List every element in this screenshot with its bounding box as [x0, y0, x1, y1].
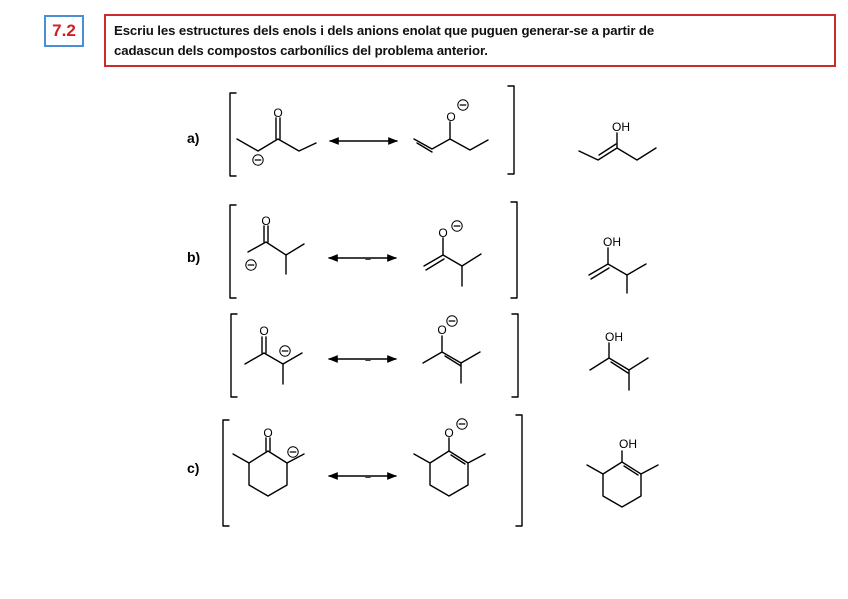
- enol-dimethylcyclohexenol: [587, 437, 658, 507]
- label-c: c): [187, 460, 200, 476]
- arrow-minus-mark: −: [364, 355, 372, 367]
- bracket-right: [508, 86, 514, 174]
- oxygen-atom: O: [261, 214, 271, 228]
- hydroxyl-group: OH: [603, 235, 621, 249]
- arrow-minus-mark: −: [364, 254, 372, 266]
- problem-text-line-1: Escriu les estructures dels enols i dels anions enolat que puguen generar-se a partir de: [114, 23, 655, 38]
- row-b-thermodynamic: [231, 314, 648, 397]
- row-b-kinetic: [187, 202, 646, 298]
- enol-pentenol: [579, 120, 656, 160]
- hydroxyl-group: OH: [619, 437, 637, 451]
- oxygen-atom: O: [437, 323, 447, 337]
- enolate-methylbutanone-terminal: [424, 221, 481, 286]
- bracket-right: [516, 415, 522, 526]
- oxygen-atom: O: [259, 324, 269, 338]
- negative-charge-icon: [280, 346, 290, 356]
- bracket-left: [223, 420, 229, 526]
- label-a: a): [187, 130, 200, 146]
- negative-charge-icon: [457, 419, 467, 429]
- bracket-right: [512, 314, 518, 397]
- negative-charge-icon: [288, 447, 298, 457]
- row-c: [187, 415, 658, 526]
- negative-charge-icon: [458, 100, 468, 110]
- oxygen-atom: O: [446, 110, 456, 124]
- negative-charge-icon: [246, 260, 256, 270]
- negative-charge-icon: [253, 155, 263, 165]
- oxygen-atom: O: [273, 106, 283, 120]
- bracket-left: [230, 93, 236, 176]
- hydroxyl-group: OH: [612, 120, 630, 134]
- negative-charge-icon: [447, 316, 457, 326]
- oxygen-atom: O: [263, 426, 273, 440]
- enolate-dimethylcyclohexanone: [414, 419, 485, 496]
- enol-methylbutenol-terminal: [589, 235, 646, 293]
- bracket-left: [230, 205, 236, 298]
- carbanion-dimethylcyclohexanone: [233, 426, 304, 496]
- arrow-minus-mark: −: [364, 472, 372, 484]
- bracket-right: [511, 202, 517, 298]
- oxygen-atom: O: [438, 226, 448, 240]
- problem-text-line-2: cadascun dels compostos carbonílics del problema anterior.: [114, 43, 488, 58]
- enolate-methylbutanone-internal: [423, 316, 480, 383]
- bracket-left: [231, 314, 237, 397]
- problem-number: 7.2: [44, 15, 84, 47]
- oxygen-atom: O: [444, 426, 454, 440]
- label-b: b): [187, 249, 201, 265]
- carbanion-methylbutanone-terminal: [246, 214, 304, 274]
- negative-charge-icon: [452, 221, 462, 231]
- carbanion-pentanone: [237, 106, 316, 165]
- hydroxyl-group: OH: [605, 330, 623, 344]
- enol-methylbutenol-internal: [590, 330, 648, 390]
- row-a: [187, 86, 656, 176]
- enolate-pentanone: [414, 100, 488, 152]
- carbanion-methylbutanone-internal: [245, 324, 302, 384]
